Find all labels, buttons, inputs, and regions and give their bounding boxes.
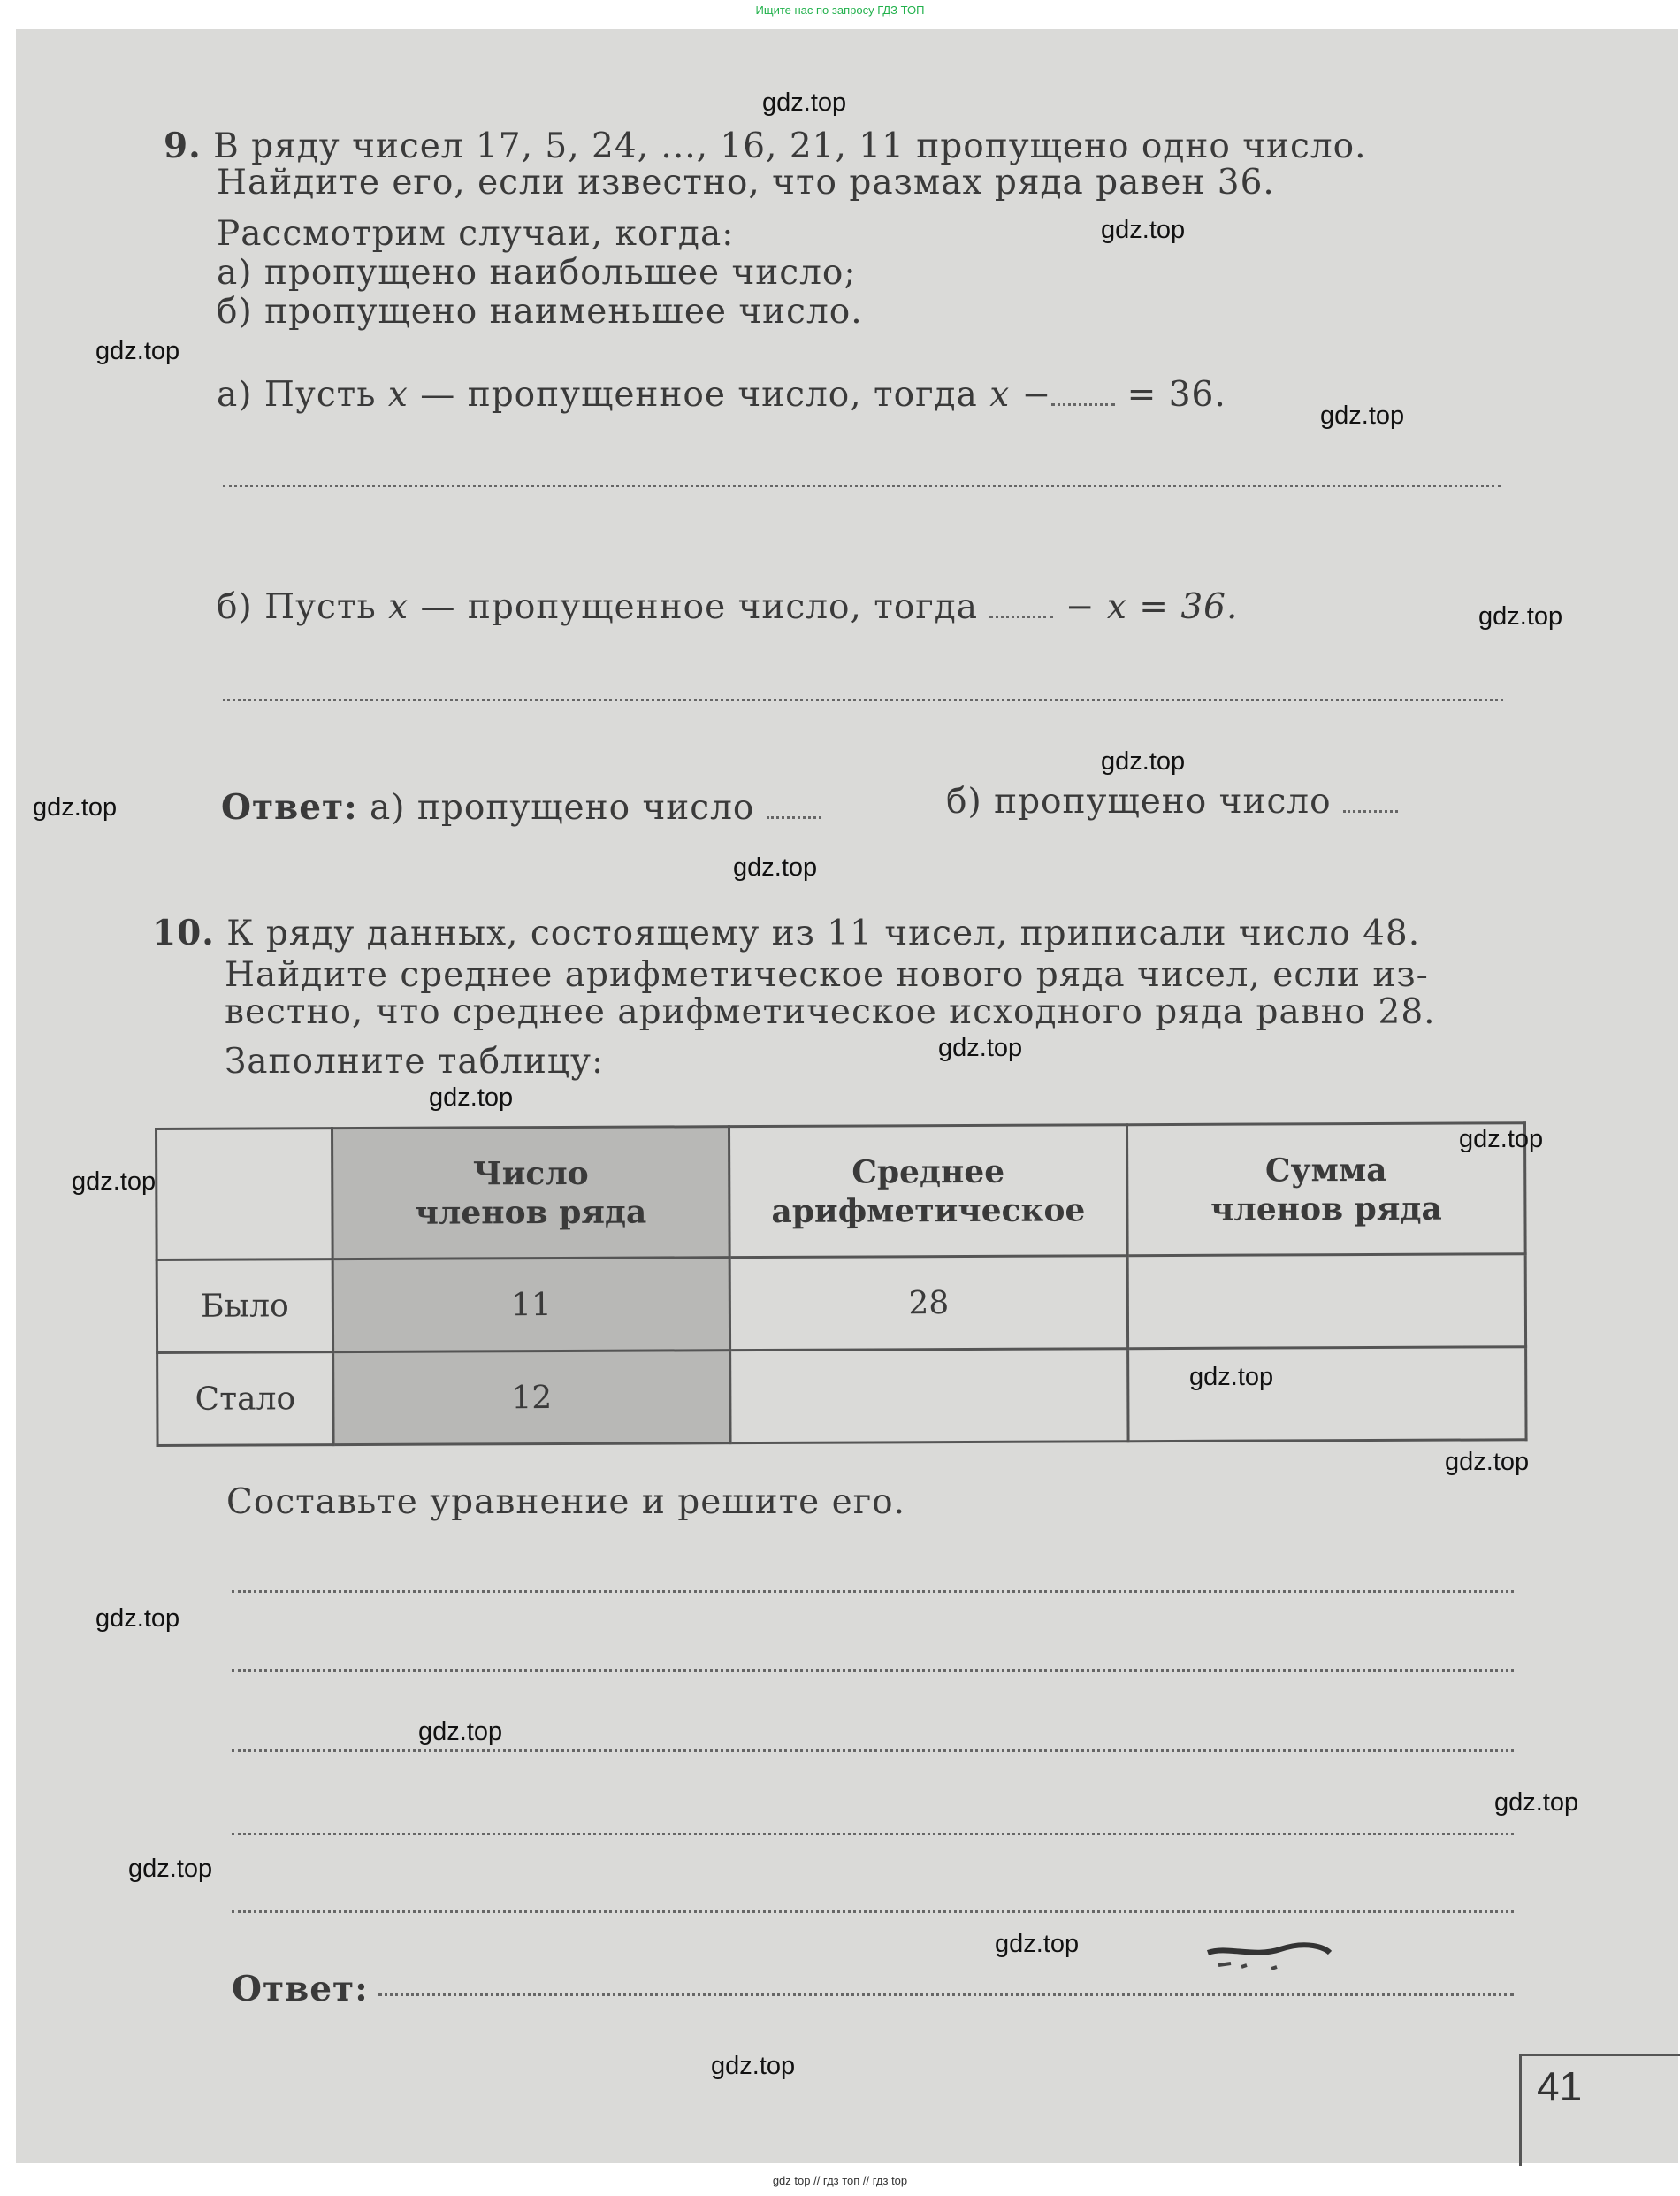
answer-line-b[interactable]	[223, 699, 1503, 701]
task9-answer-a-blank[interactable]	[767, 816, 821, 819]
task10-line3: вестно, что среднее арифметическое исходного ряда равно 28.	[225, 992, 1436, 1032]
task9-line3: Рассмотрим случаи, когда:	[217, 214, 735, 254]
watermark: gdz.top	[762, 88, 847, 117]
watermark: gdz.top	[1101, 747, 1186, 776]
cell-mean-before: 28	[729, 1256, 1127, 1351]
cell-sum-before[interactable]	[1127, 1254, 1525, 1349]
answer-line-a[interactable]	[223, 485, 1501, 487]
header-count-line2: членов ряда	[415, 1193, 647, 1232]
watermark: gdz.top	[1459, 1125, 1544, 1153]
case-a-tail: = 36.	[1126, 375, 1226, 415]
case-b-tail: − x = 36.	[1065, 587, 1239, 627]
case-b-prefix: б) Пусть	[217, 587, 377, 627]
task9-text-1: В ряду чисел 17, 5, 24, ..., 16, 21, 11 пропущено одно число.	[213, 126, 1367, 166]
header-sum-line2: членов ряда	[1210, 1190, 1442, 1228]
ink-smudge-mark	[1201, 1942, 1333, 1976]
header-count	[332, 1127, 730, 1259]
case-a-expr: x −	[989, 375, 1052, 415]
task9-answer-b-blank[interactable]	[1343, 810, 1398, 813]
watermark: gdz.top	[995, 1930, 1080, 1958]
watermark: gdz.top	[1320, 402, 1405, 430]
watermark: gdz.top	[733, 853, 818, 882]
watermark: gdz.top	[95, 337, 180, 365]
case-a-var: x	[387, 375, 409, 415]
solution-line[interactable]	[232, 1833, 1514, 1835]
task10-text-1: К ряду данных, состоящему из 11 чисел, приписали число 48.	[226, 914, 1421, 953]
header-sum-line1: Сумма	[1264, 1151, 1387, 1190]
task9-answer-a: а) пропущено число	[370, 788, 755, 828]
cell-count-before: 11	[332, 1258, 729, 1352]
watermark: gdz.top	[1494, 1788, 1579, 1817]
header-mean	[729, 1125, 1128, 1258]
watermark: gdz.top	[1445, 1448, 1530, 1476]
watermark: gdz.top	[938, 1034, 1023, 1062]
solution-line[interactable]	[232, 1590, 1514, 1593]
page-number: 41	[1537, 2063, 1583, 2109]
row-label-after: Стало	[157, 1352, 333, 1446]
task10-answer-label: Ответ:	[232, 1969, 369, 2009]
task10-line4: Заполните таблицу:	[225, 1042, 605, 1082]
table-row	[157, 1254, 1525, 1353]
task10-line2: Найдите среднее арифметическое нового ряда чисел, если из-	[225, 955, 1429, 995]
task9-line5: б) пропущено наименьшее число.	[217, 292, 863, 332]
header-count-line1: Число	[472, 1154, 589, 1192]
task9-case-a	[217, 375, 1226, 415]
header-mean-line2: арифметическое	[771, 1190, 1086, 1230]
solution-line[interactable]	[232, 1669, 1514, 1672]
case-a-middle: — пропущенное число, тогда	[420, 375, 978, 415]
task9-answer-label: Ответ:	[221, 787, 358, 828]
watermark: gdz.top	[128, 1855, 213, 1883]
cell-mean-after[interactable]	[730, 1349, 1128, 1443]
cell-count-after: 12	[333, 1351, 730, 1445]
watermark: gdz.top	[33, 793, 118, 822]
case-b-var: x	[388, 587, 409, 627]
task9-line2: Найдите его, если известно, что размах ряда равен 36.	[217, 163, 1275, 203]
case-b-middle: — пропущенное число, тогда	[420, 587, 978, 627]
watermark: gdz.top	[1478, 602, 1563, 631]
solution-line[interactable]	[232, 1749, 1514, 1752]
case-b-blank[interactable]	[989, 616, 1053, 618]
watermark: gdz.top	[1189, 1363, 1274, 1391]
table-row	[157, 1347, 1526, 1446]
task10-line1	[152, 913, 1420, 953]
footer-note: gdz top // гдз топ // гдз top	[772, 2174, 908, 2187]
task10-number: 10.	[152, 913, 215, 953]
row-label-before: Было	[157, 1259, 332, 1353]
task9-line4: а) пропущено наибольшее число;	[217, 253, 857, 293]
data-table	[155, 1121, 1528, 1447]
task10-instruction: Составьте уравнение и решите его.	[226, 1482, 906, 1522]
watermark: gdz.top	[72, 1167, 157, 1196]
task9-case-b	[217, 587, 1238, 627]
header-mean-line1: Среднее	[851, 1152, 1005, 1191]
header-note: Ищите нас по запросу ГДЗ ТОП	[755, 4, 925, 17]
case-a-blank[interactable]	[1051, 403, 1115, 406]
watermark: gdz.top	[95, 1604, 180, 1633]
watermark: gdz.top	[1101, 216, 1186, 244]
task10-answer-line[interactable]	[378, 1993, 1514, 1996]
task10-answer	[232, 1969, 369, 2009]
task9-answer	[221, 787, 821, 828]
task9-line1	[164, 126, 1367, 166]
watermark: gdz.top	[429, 1083, 514, 1112]
task9-answer-b-text: б) пропущено число	[946, 782, 1332, 822]
table-corner-cell	[157, 1129, 333, 1260]
task9-answer-b	[946, 782, 1398, 822]
cell-sum-after[interactable]	[1128, 1347, 1526, 1442]
table-header-row	[157, 1123, 1526, 1260]
watermark: gdz.top	[711, 2052, 796, 2080]
task9-number: 9.	[164, 126, 202, 166]
textbook-page	[16, 29, 1678, 2163]
solution-line[interactable]	[232, 1910, 1514, 1913]
case-a-prefix: а) Пусть	[217, 375, 377, 415]
watermark: gdz.top	[418, 1718, 503, 1746]
